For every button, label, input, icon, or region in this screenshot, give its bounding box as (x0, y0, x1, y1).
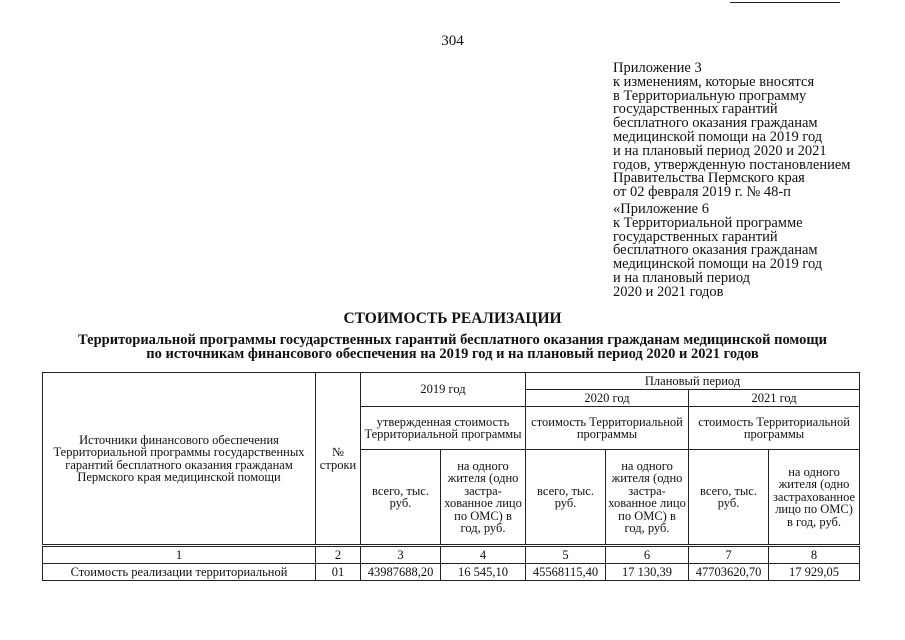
appendix-line: «Приложение 6 (613, 201, 709, 217)
header-per-capita-2021: на одного жителя (одно застрахованное лицо по ОМС) в год, руб. (769, 450, 860, 546)
row-total-2019: 43987688,20 (361, 564, 441, 581)
appendix-line: к изменениям, которые вносятся (613, 73, 815, 90)
header-row-no: № строки (316, 373, 361, 546)
column-number: 3 (361, 546, 441, 564)
appendix-line: годов, утвержденную постановлением (613, 156, 851, 173)
row-per-capita-2021: 17 929,05 (769, 564, 860, 581)
row-name: Стоимость реализации территориальной (43, 564, 316, 581)
column-number: 6 (606, 546, 689, 564)
header-year-2020: 2020 год (526, 390, 689, 407)
appendix-line: медицинской помощи на 2019 год (613, 256, 823, 273)
document-title: СТОИМОСТЬ РЕАЛИЗАЦИИ (343, 310, 562, 327)
header-planned-period: Плановый период (526, 373, 860, 390)
column-number: 2 (316, 546, 361, 564)
appendix-block-2 (613, 203, 822, 300)
header-cost-2021: стоимость Территориальной программы (689, 407, 860, 450)
appendix-line: медицинской помощи на 2019 год (613, 128, 823, 145)
appendix-line: к Территориальной программе (613, 214, 803, 231)
header-per-capita-2019: на одного жителя (одно застра-хованное лицо по ОМС) в год, руб. (441, 450, 526, 546)
subtitle-line-1: Территориальной программы государственных гарантий бесплатного оказания гражданам медицинской помощи (78, 332, 827, 348)
header-year-2019: 2019 год (361, 373, 526, 407)
appendix-line: от 02 февраля 2019 г. № 48-п (613, 184, 791, 201)
column-number: 1 (43, 546, 316, 564)
financing-table (42, 372, 860, 581)
header-total-2020: всего, тыс. руб. (526, 450, 606, 546)
page-number: 304 (441, 33, 464, 49)
appendix-line: и на плановый период (613, 269, 751, 286)
header-approved-cost: утвержденная стоимость Территориальной программы (361, 407, 526, 450)
appendix-line: бесплатного оказания гражданам (613, 115, 818, 132)
appendix-line: государственных гарантий (613, 228, 778, 245)
row-per-capita-2019: 16 545,10 (441, 564, 526, 581)
column-number: 5 (526, 546, 606, 564)
row-no: 01 (316, 564, 361, 581)
top-rule (730, 2, 840, 3)
header-cost-2020: стоимость Территориальной программы (526, 407, 689, 450)
document-subtitle (0, 333, 905, 361)
column-number: 7 (689, 546, 769, 564)
column-number: 4 (441, 546, 526, 564)
header-total-2021: всего, тыс. руб. (689, 450, 769, 546)
header-source: Источники финансового обеспечения Территориальной программы государственных гарантий бесплатного оказания гражданам Пермского края медицинской помощи (43, 373, 316, 546)
appendix-line: Приложение 3 (613, 60, 702, 76)
appendix-line: и на плановый период 2020 и 2021 (613, 142, 827, 159)
appendix-line: 2020 и 2021 годов (613, 283, 724, 300)
appendix-line: бесплатного оказания гражданам (613, 242, 818, 259)
row-total-2020: 45568115,40 (526, 564, 606, 581)
header-year-2021: 2021 год (689, 390, 860, 407)
column-number: 8 (769, 546, 860, 564)
appendix-line: государственных гарантий (613, 101, 778, 118)
table-row (43, 564, 860, 581)
row-total-2021: 47703620,70 (689, 564, 769, 581)
row-per-capita-2020: 17 130,39 (606, 564, 689, 581)
subtitle-line-2: по источникам финансового обеспечения на 2019 год и на плановый период 2020 и 2021 годов (146, 346, 759, 362)
header-total-2019: всего, тыс. руб. (361, 450, 441, 546)
header-per-capita-2020: на одного жителя (одно застра-хованное лицо по ОМС) в год, руб. (606, 450, 689, 546)
appendix-block (613, 62, 850, 200)
appendix-line: в Территориальную программу (613, 87, 807, 104)
appendix-line: Правительства Пермского края (613, 170, 805, 187)
